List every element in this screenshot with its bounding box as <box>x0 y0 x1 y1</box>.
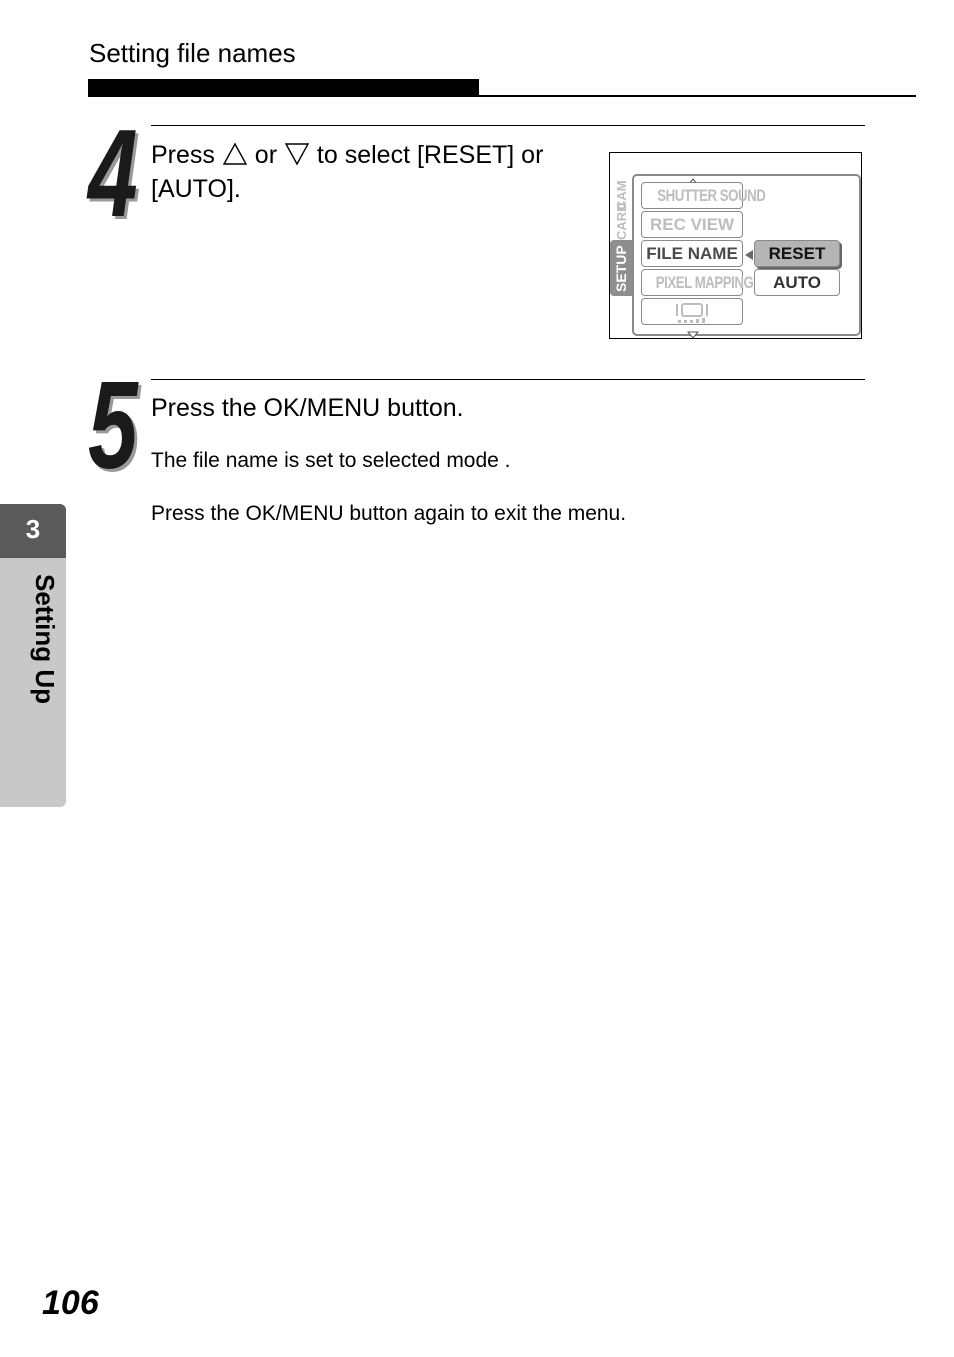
menu-item-monitor[interactable] <box>641 298 743 325</box>
submenu-pointer-icon <box>744 248 754 266</box>
option-auto[interactable]: AUTO <box>754 269 840 296</box>
menu-item-file-name[interactable]: FILE NAME <box>641 240 743 267</box>
step-4-instruction <box>151 140 591 205</box>
step-5-note-1: The file name is set to selected mode . <box>151 449 511 472</box>
menu-item-shutter-sound[interactable] <box>641 182 766 209</box>
tab-card[interactable]: CARD <box>614 202 629 240</box>
menu-item-label: PIXEL MAPPING <box>655 273 754 292</box>
tab-setup[interactable] <box>610 240 632 296</box>
tab-setup-label: SETUP <box>613 245 629 292</box>
menu-item-pixel-mapping[interactable] <box>641 269 754 296</box>
option-reset[interactable]: RESET <box>754 240 840 267</box>
step-5-rule <box>151 379 865 380</box>
page-number: 106 <box>42 1284 99 1322</box>
menu-item-label: SHUTTER SOUND <box>657 186 766 205</box>
menu-item-rec-view[interactable]: REC VIEW <box>641 211 743 238</box>
step-4-text-b: or <box>247 141 284 169</box>
title-bar-thin <box>479 95 916 97</box>
step-4-rule <box>151 125 865 126</box>
step-5-note-2: Press the OK/MENU button again to exit the menu. <box>151 502 627 525</box>
up-triangle-icon <box>222 142 248 174</box>
step-4-text-d: [AUTO]. <box>151 175 241 203</box>
title-bar-thick <box>88 79 479 97</box>
monitor-brightness-icon <box>672 301 712 325</box>
down-triangle-icon <box>284 142 310 174</box>
step-4-text-a: Press <box>151 141 222 169</box>
step-number-5: 5 <box>88 357 138 495</box>
step-number-4: 4 <box>88 105 138 243</box>
chapter-number: 3 <box>25 514 41 544</box>
scroll-down-arrow-icon <box>687 326 699 344</box>
tab-cam[interactable]: CAM <box>614 180 629 210</box>
step-5-instruction: Press the OK/MENU button. <box>151 394 464 422</box>
section-title: Setting file names <box>89 38 296 68</box>
chapter-title: Setting Up <box>30 574 60 704</box>
step-4-text-c: to select [RESET] or <box>309 141 544 169</box>
